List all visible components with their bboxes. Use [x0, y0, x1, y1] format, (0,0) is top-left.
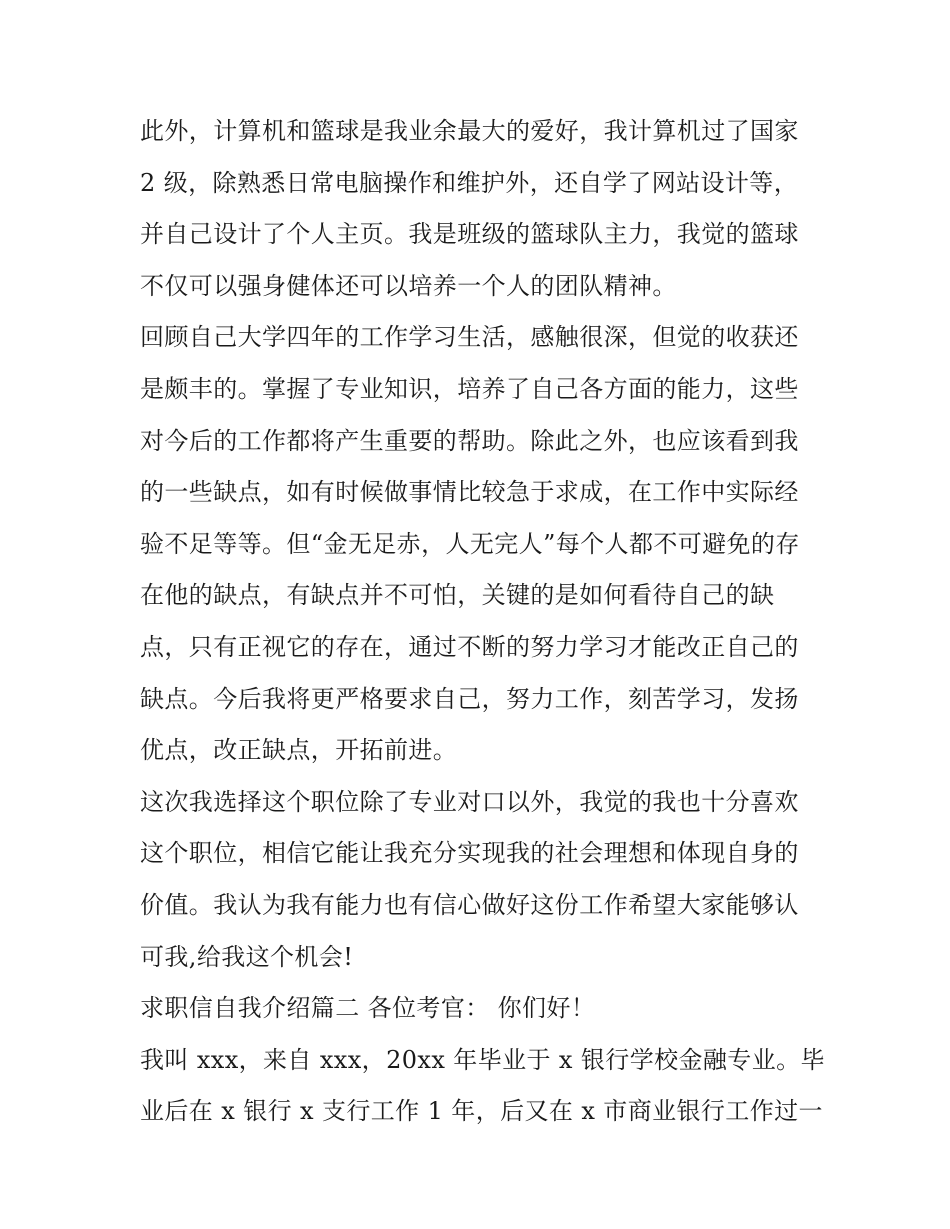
- text-line: 可我,给我这个机会!: [140, 942, 354, 971]
- text-line: 并自己设计了个人主页。我是班级的篮球队主力，我觉的篮球: [140, 220, 799, 249]
- text-line: 业后在 x 银行 x 支行工作 1 年，后又在 x 市商业银行工作过一: [140, 1097, 823, 1126]
- text-line: 在他的缺点，有缺点并不可怕，关键的是如何看待自己的缺: [140, 581, 775, 610]
- text-line: 点，只有正视它的存在，通过不断的努力学习才能改正自己的: [140, 632, 799, 661]
- text-line: 价值。我认为我有能力也有信心做好这份工作希望大家能够认: [140, 890, 799, 919]
- text-line: 优点，改正缺点，开拓前进。: [140, 736, 458, 765]
- text-line: 这次我选择这个职位除了专业对口以外，我觉的我也十分喜欢: [140, 787, 799, 816]
- section-heading: 求职信自我介绍篇二 各位考官： 你们好！: [140, 994, 596, 1023]
- body-text: [140, 106, 825, 1138]
- text-line: 这个职位，相信它能让我充分实现我的社会理想和体现自身的: [140, 839, 799, 868]
- text-line: 我叫 xxx，来自 xxx，20xx 年毕业于 x 银行学校金融专业。毕: [140, 1045, 825, 1074]
- text-line: 不仅可以强身健体还可以培养一个人的团队精神。: [140, 271, 677, 300]
- text-line: 2 级，除熟悉日常电脑操作和维护外，还自学了网站设计等，: [140, 168, 799, 197]
- text-line: 缺点。今后我将更严格要求自己，努力工作，刻苦学习，发扬: [140, 684, 799, 713]
- text-line: 此外，计算机和篮球是我业余最大的爱好，我计算机过了国家: [140, 117, 799, 145]
- text-line: 是颇丰的。掌握了专业知识，培养了自己各方面的能力，这些: [140, 374, 799, 403]
- text-line: 对今后的工作都将产生重要的帮助。除此之外，也应该看到我: [140, 426, 799, 455]
- text-line: 回顾自己大学四年的工作学习生活，感触很深，但觉的收获还: [140, 323, 799, 352]
- text-line: 的一些缺点，如有时候做事情比较急于求成，在工作中实际经: [140, 478, 799, 507]
- text-line: 验不足等等。但“金无足赤，人无完人”每个人都不可避免的存: [140, 529, 800, 558]
